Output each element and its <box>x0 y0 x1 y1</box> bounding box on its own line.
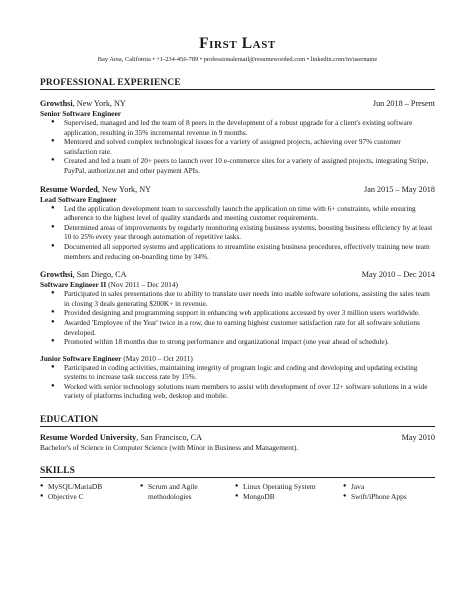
bullet-item: ● Documented all supported systems and applications to streamline existing business procedures, effectively training new team members and reducing on-boarding time by 34%. <box>64 242 435 261</box>
job-location: , New York, NY <box>72 99 126 108</box>
education-entry <box>40 433 435 452</box>
skills-grid <box>40 482 435 501</box>
skill-item: ● Scrum and Agile methodologies <box>140 482 235 501</box>
experience-section <box>40 78 435 401</box>
job-dates: Jun 2018 – Present <box>372 99 435 108</box>
job-entry <box>40 99 435 176</box>
graduation-date: May 2010 <box>401 433 435 443</box>
degree: Bachelor's of Science in Computer Science (with Minor in Business and Management). <box>40 443 299 453</box>
bullet-item: ● Determined areas of improvements by regularly monitoring existing business systems, boosting business efficiency by at least 10 to 25% every year through automation of repetitive tasks. <box>64 223 435 242</box>
job-bullets <box>40 289 435 347</box>
job-title: Lead Software Engineer <box>40 194 117 204</box>
skill-item: ● MongoDB <box>235 492 343 502</box>
role-dates: (Nov 2011 – Dec 2014) <box>106 280 179 290</box>
job-title <box>40 280 435 289</box>
skill-item: ● Objective C <box>40 492 140 502</box>
sub-job-bullets <box>40 363 435 401</box>
bullet-item: ● Worked with senior technology solutions team members to assist with development of over 12+ software solutions in a wide variety of platforms including web, desktop and mobile. <box>64 382 435 401</box>
candidate-name: First Last <box>199 35 276 52</box>
sub-job-title-text: Junior Software Engineer <box>40 353 122 363</box>
bullet-item: ● Participated in sales presentations due to ability to translate user needs into usable software solutions, assisting the sales team in closing 3 deals generating $200K+ in revenue. <box>64 289 435 308</box>
job-bullets <box>40 204 435 262</box>
company-name: Resume Worded <box>40 184 98 194</box>
job-entry <box>40 270 435 401</box>
bullet-item: ● Created and led a team of 20+ peers to launch over 10 e-commerce sites for a variety of assigned projects, integrating Stripe, PayPal, authorize.net and other payment APIs. <box>64 156 435 175</box>
skills-column <box>343 482 433 501</box>
skills-section <box>40 466 435 501</box>
job-dates: Jan 2015 – May 2018 <box>364 184 435 194</box>
experience-heading: PROFESSIONAL EXPERIENCE <box>40 78 435 90</box>
sub-role-dates: (May 2010 – Oct 2011) <box>121 353 193 363</box>
bullet-item: ● Supervised, managed and led the team of 8 peers in the development of a robust upgrade for a client's existing software application, resulting in 35% incremental revenue in 9 months. <box>64 118 435 137</box>
job-entry <box>40 185 435 262</box>
education-section <box>40 415 435 452</box>
bullet-item: ● Awarded 'Employee of the Year' twice in a row, due to earning highest customer satisfaction rate for all software solutions developed. <box>64 318 435 337</box>
company-name: Growthsi <box>40 99 73 108</box>
skills-column <box>40 482 140 501</box>
skill-item: ● Swift/iPhone Apps <box>343 492 433 502</box>
school-location: , San Francisco, CA <box>136 433 203 443</box>
bullet-item: ● Mentored and solved complex technological issues for a variety of assigned projects, achieving over 97% customer satisfaction rate. <box>64 137 435 156</box>
company-name: Growthsi <box>40 270 73 280</box>
education-heading: EDUCATION <box>40 415 435 427</box>
school-name: Resume Worded University <box>40 433 137 443</box>
sub-job-title <box>40 354 435 363</box>
skill-item: ● MySQL/MariaDB <box>40 482 140 492</box>
job-title-text: Software Engineer II <box>40 280 107 290</box>
contact-line: Bay Area, California • +1-234-456-789 • professionalemail@resumeworded.com • linkedin.com/in/username <box>97 56 378 63</box>
skills-heading: SKILLS <box>40 466 435 478</box>
bullet-item: ● Led the application development team to successfully launch the application on time with 6+ constraints, while ensuring adherence to the highest level of quality standards and meeting customer requirements. <box>64 204 435 223</box>
job-dates: May 2010 – Dec 2014 <box>361 270 435 280</box>
skills-column <box>235 482 343 501</box>
job-bullets <box>40 118 435 176</box>
skill-item: ● Linux Operating System <box>235 482 343 492</box>
bullet-item: ● Promoted within 18 months due to strong performance and organizational impact (one year ahead of schedule). <box>64 337 435 347</box>
skill-item: ● Java <box>343 482 433 492</box>
bullet-item: ● Provided designing and programming support in enhancing web applications accessed by over 3 million users worldwide. <box>64 308 435 318</box>
skills-column <box>140 482 235 501</box>
job-location: , New York, NY <box>97 184 152 194</box>
job-location: , San Diego, CA <box>72 270 127 280</box>
job-title: Senior Software Engineer <box>40 109 122 118</box>
bullet-item: ● Participated in coding activities, maintaining integrity of program logic and coding and developing and updating existing systems to increase task success rate by 15%. <box>64 363 435 382</box>
